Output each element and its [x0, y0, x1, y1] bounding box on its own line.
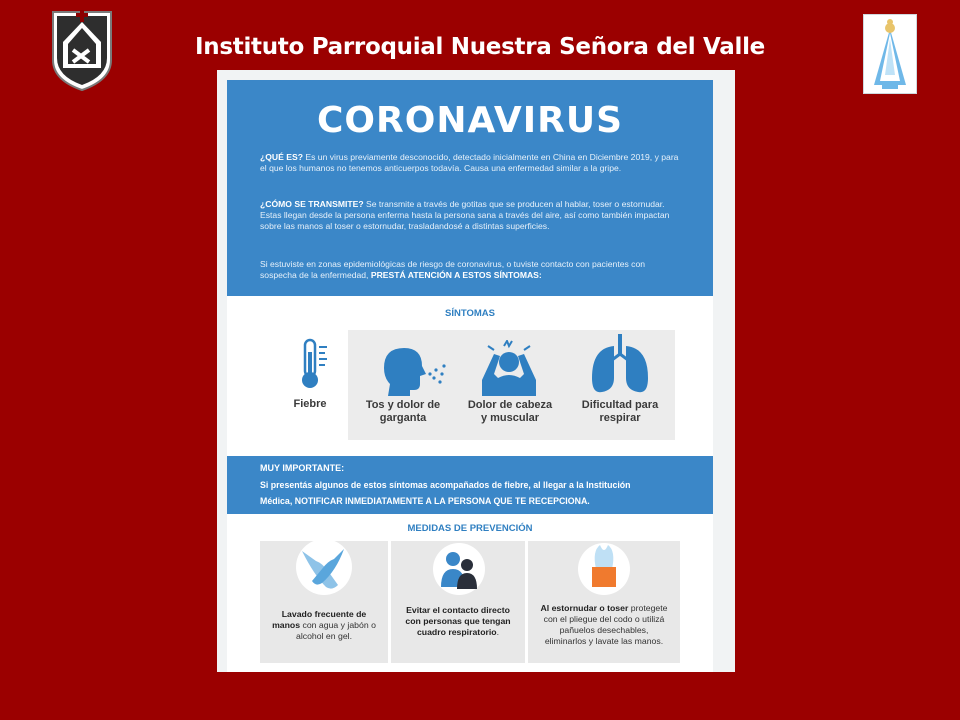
tos-label	[356, 399, 450, 425]
cabeza-label-line2: y muscular	[480, 412, 540, 424]
evitar-normal: .	[496, 627, 500, 637]
evitar-bold: Evitar el contacto directo con personas que tengan cuadro respiratorio	[405, 605, 511, 637]
poster-title: CORONAVIRUS	[316, 100, 624, 141]
thermometer-icon	[295, 338, 331, 390]
tos-label-line2: garganta	[379, 412, 427, 424]
importante-section	[227, 456, 713, 514]
importante-line1: Si presentás algunos de estos síntomas acompañados de fiebre, al llegar a la Institución	[260, 480, 631, 490]
sintomas-grey-box	[348, 330, 675, 440]
headache-icon	[474, 340, 544, 396]
riesgo-text: Si estuviste en zonas epidemiológicas de riesgo de coronavirus, o tuviste contacto con pacientes con sospecha de la enfermedad,	[260, 259, 646, 280]
cough-icon	[376, 344, 448, 396]
people-icon	[431, 541, 487, 597]
sintomas-section	[227, 296, 713, 456]
que-es-text: Es un virus previamente desconocido, detectado inicialmente en China en Diciembre 2019, y para el que los humanos no tenemos anticuerpos todavía. Causa una enfermedad similar a la gripe.	[260, 152, 679, 173]
transmite-paragraph	[260, 199, 682, 232]
lungs-icon	[592, 334, 648, 392]
importante-line2: Médica, NOTIFICAR INMEDIATAMENTE A LA PERSONA QUE TE RECEPCIONA.	[260, 496, 590, 506]
lavado-normal: con agua y jabón o alcohol en gel.	[295, 620, 376, 641]
que-es-label: ¿QUÉ ES?	[260, 152, 303, 162]
lavado-card	[260, 541, 388, 663]
virgin-image-logo	[863, 14, 917, 94]
respirar-label-line1: Dificultad para	[581, 399, 659, 411]
transmite-text: Se transmite a través de gotitas que se producen al hablar, toser o estornudar. Estas llegan desde la persona enferma hasta la persona sana a través del aire, así como también impactan sobre las manos al toser o estornudar, trasladandosé a distintas superficies.	[260, 199, 670, 231]
lavado-bold: Lavado frecuente de manos	[272, 609, 367, 630]
fiebre-label: Fiebre	[293, 398, 327, 410]
respirar-label	[568, 399, 672, 425]
hand-washing-icon	[292, 541, 356, 597]
riesgo-paragraph	[260, 259, 682, 281]
estornudar-card	[528, 541, 680, 663]
evitar-text	[391, 605, 525, 638]
lavado-text	[260, 609, 388, 642]
cabeza-label-line1: Dolor de cabeza	[467, 399, 553, 411]
prevencion-section	[227, 514, 713, 672]
tos-label-line1: Tos y dolor de	[365, 399, 441, 411]
evitar-card	[391, 541, 525, 663]
poster-info-section	[227, 80, 713, 296]
page-title: Instituto Parroquial Nuestra Señora del Valle	[195, 34, 765, 60]
estornudar-bold: Al estornudar o toser	[540, 603, 629, 613]
sintomas-title: SÍNTOMAS	[445, 308, 495, 319]
importante-title: MUY IMPORTANTE:	[260, 463, 345, 473]
que-es-paragraph	[260, 152, 682, 174]
estornudar-text	[528, 603, 680, 647]
transmite-label: ¿CÓMO SE TRANSMITE?	[260, 199, 364, 209]
estornudar-normal: protegete con el pliegue del codo o utilizá pañuelos desechables, eliminarlos y lavate las manos.	[543, 603, 668, 646]
prevencion-title: MEDIDAS DE PREVENCIÓN	[407, 523, 533, 534]
respirar-label-line2: respirar	[599, 412, 641, 424]
tissue-box-icon	[574, 541, 634, 597]
coronavirus-poster	[217, 70, 735, 672]
riesgo-bold: PRESTÁ ATENCIÓN A ESTOS SÍNTOMAS:	[370, 270, 542, 280]
cabeza-label	[458, 399, 562, 425]
school-crest-logo	[51, 8, 113, 92]
